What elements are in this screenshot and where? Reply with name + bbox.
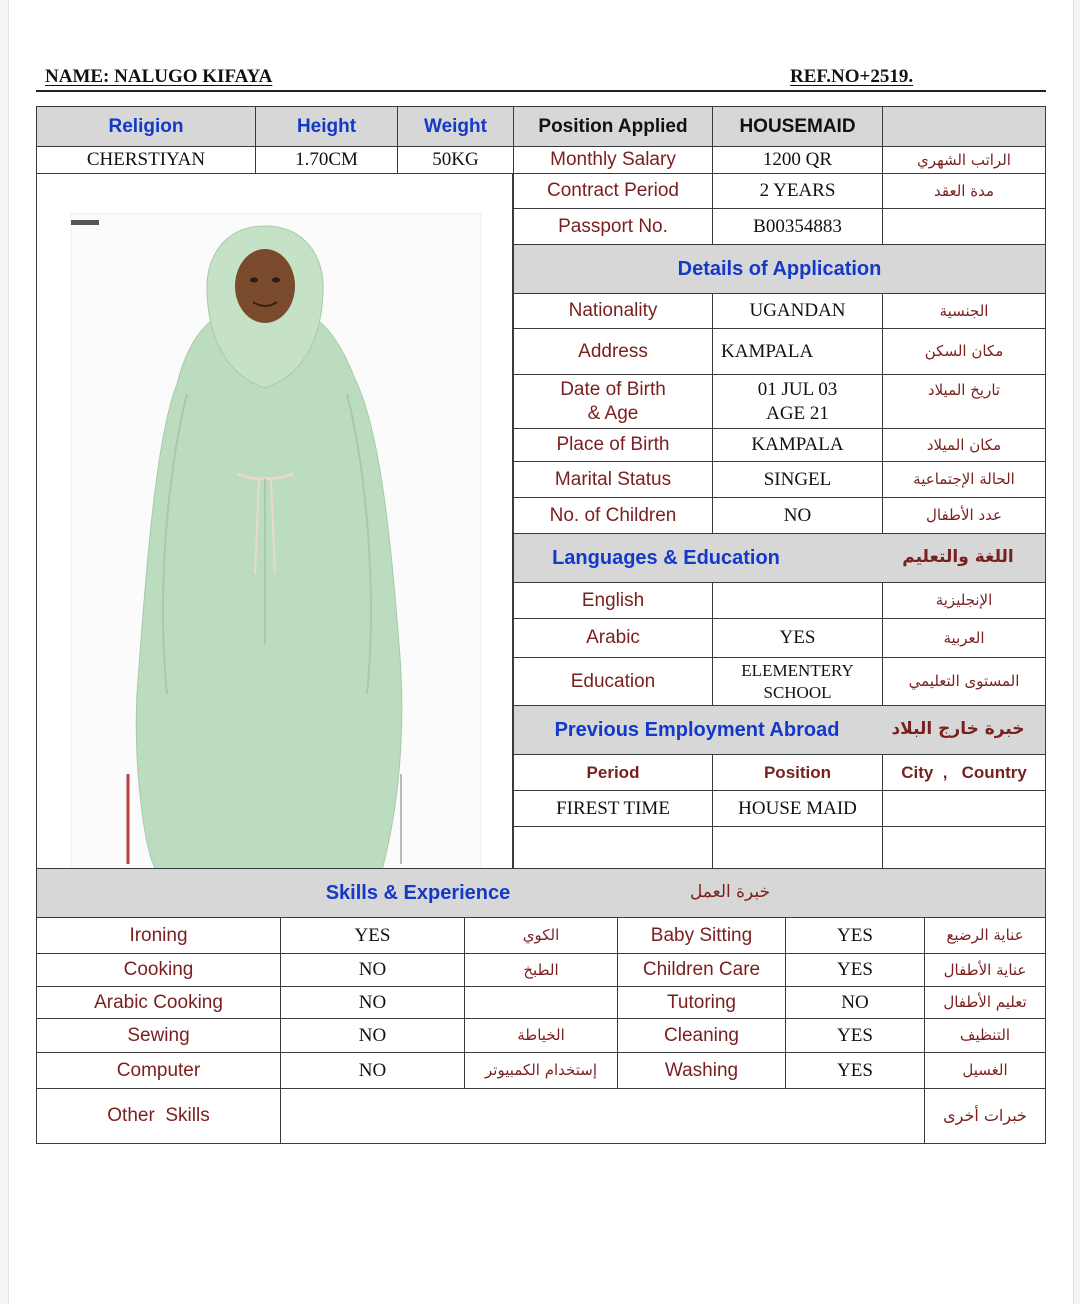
skill-sewing-arabic: الخياطة xyxy=(464,1018,618,1053)
position-applied-value: HOUSEMAID xyxy=(712,106,883,147)
position-applied-label: Position Applied xyxy=(513,106,713,147)
skill-baby-sitting-label: Baby Sitting xyxy=(617,917,786,954)
skill-cooking-arabic: الطبخ xyxy=(464,953,618,987)
position-applied-blank xyxy=(882,106,1046,147)
skill-computer-arabic: إستخدام الكمبيوتر xyxy=(464,1052,618,1089)
arabic-label: Arabic xyxy=(513,618,713,658)
dob-label-line2: & Age xyxy=(587,402,639,424)
contract-period-arabic: مدة العقد xyxy=(882,173,1046,209)
skill-ironing-label: Ironing xyxy=(36,917,281,954)
education-line2: SCHOOL xyxy=(763,682,832,702)
skill-ironing-arabic: الكوي xyxy=(464,917,618,954)
arabic-arabic: العربية xyxy=(882,618,1046,658)
children-value: NO xyxy=(712,497,883,534)
skills-section-arabic: خبرة العمل xyxy=(689,882,771,903)
details-section-title: Details of Application xyxy=(513,244,1046,294)
english-label: English xyxy=(513,582,713,619)
children-arabic: عدد الأطفال xyxy=(882,497,1046,534)
education-line1: ELEMENTERY xyxy=(741,661,854,681)
marital-status-arabic: الحالة الإجتماعية xyxy=(882,461,1046,498)
place-of-birth-value: KAMPALA xyxy=(712,428,883,462)
passport-blank xyxy=(882,208,1046,245)
skill-cooking-label: Cooking xyxy=(36,953,281,987)
place-of-birth-arabic: مكان الميلاد xyxy=(882,428,1046,462)
skill-ironing-value: YES xyxy=(280,917,465,954)
dob-date: 01 JUL 03 xyxy=(757,378,838,400)
employment-section-title: Previous Employment Abroad xyxy=(554,718,840,741)
employment-blank-row xyxy=(712,826,883,869)
employment-blank-row xyxy=(513,826,713,869)
skill-computer-value: NO xyxy=(280,1052,465,1089)
dob-value xyxy=(712,374,883,429)
other-skills-label: Other Skills xyxy=(36,1088,281,1144)
position-header: Position xyxy=(712,754,883,791)
height-label: Height xyxy=(255,106,398,147)
dob-label xyxy=(513,374,713,429)
religion-value: CHERSTIYAN xyxy=(36,146,256,174)
dob-arabic: تاريخ الميلاد xyxy=(882,374,1046,429)
skill-arabic-cooking-label: Arabic Cooking xyxy=(36,986,281,1019)
contract-period-value: 2 YEARS xyxy=(712,173,883,209)
city-country-header: City , Country xyxy=(882,754,1046,791)
weight-value: 50KG xyxy=(397,146,514,174)
skill-tutoring-label: Tutoring xyxy=(617,986,786,1019)
passport-value: B00354883 xyxy=(712,208,883,245)
other-skills-arabic: خبرات أخرى xyxy=(924,1088,1046,1144)
employment-position-value: HOUSE MAID xyxy=(712,790,883,827)
skill-cleaning-arabic: التنظيف xyxy=(924,1018,1046,1053)
skill-cooking-value: NO xyxy=(280,953,465,987)
passport-label: Passport No. xyxy=(513,208,713,245)
nationality-value: UGANDAN xyxy=(712,293,883,329)
skill-children-care-arabic: عناية الأطفال xyxy=(924,953,1046,987)
children-label: No. of Children xyxy=(513,497,713,534)
english-value xyxy=(712,582,883,619)
religion-label: Religion xyxy=(36,106,256,147)
address-value: KAMPALA xyxy=(712,328,883,375)
skill-arabic-cooking-arabic xyxy=(464,986,618,1019)
languages-section-arabic: اللغة والتعليم xyxy=(902,547,1014,568)
skill-tutoring-arabic: تعليم الأطفال xyxy=(924,986,1046,1019)
arabic-value: YES xyxy=(712,618,883,658)
dob-label-line1: Date of Birth xyxy=(560,378,666,400)
skill-washing-value: YES xyxy=(785,1052,925,1089)
skill-sewing-label: Sewing xyxy=(36,1018,281,1053)
skill-baby-sitting-arabic: عناية الرضيع xyxy=(924,917,1046,954)
skill-washing-label: Washing xyxy=(617,1052,786,1089)
employment-blank-row xyxy=(882,826,1046,869)
skill-cleaning-label: Cleaning xyxy=(617,1018,786,1053)
candidate-photo xyxy=(36,173,513,869)
weight-label: Weight xyxy=(397,106,514,147)
skills-section-header xyxy=(36,868,1046,918)
skill-arabic-cooking-value: NO xyxy=(280,986,465,1019)
skill-baby-sitting-value: YES xyxy=(785,917,925,954)
monthly-salary-label: Monthly Salary xyxy=(513,146,713,174)
skill-children-care-value: YES xyxy=(785,953,925,987)
dob-age: AGE 21 xyxy=(766,402,829,424)
monthly-salary-value: 1200 QR xyxy=(712,146,883,174)
english-arabic: الإنجليزية xyxy=(882,582,1046,619)
reference-number: REF.NO+2519. xyxy=(790,66,914,87)
skill-tutoring-value: NO xyxy=(785,986,925,1019)
nationality-label: Nationality xyxy=(513,293,713,329)
header-rule xyxy=(36,90,1046,92)
skill-washing-arabic: الغسيل xyxy=(924,1052,1046,1089)
skill-computer-label: Computer xyxy=(36,1052,281,1089)
place-of-birth-label: Place of Birth xyxy=(513,428,713,462)
candidate-name: NAME: NALUGO KIFAYA xyxy=(45,66,273,87)
other-skills-value xyxy=(280,1088,925,1144)
address-arabic: مكان السكن xyxy=(882,328,1046,375)
marital-status-value: SINGEL xyxy=(712,461,883,498)
employment-section-arabic: خبرة خارج البلاد xyxy=(891,719,1025,740)
education-arabic: المستوى التعليمي xyxy=(882,657,1046,706)
skill-cleaning-value: YES xyxy=(785,1018,925,1053)
skill-children-care-label: Children Care xyxy=(617,953,786,987)
employment-period-value: FIREST TIME xyxy=(513,790,713,827)
period-header: Period xyxy=(513,754,713,791)
nationality-arabic: الجنسية xyxy=(882,293,1046,329)
skill-sewing-value: NO xyxy=(280,1018,465,1053)
photo-figure-icon xyxy=(37,174,513,869)
height-value: 1.70CM xyxy=(255,146,398,174)
skills-section-title: Skills & Experience xyxy=(325,881,511,904)
contract-period-label: Contract Period xyxy=(513,173,713,209)
languages-section-title: Languages & Education xyxy=(552,546,780,569)
employment-city-value xyxy=(882,790,1046,827)
marital-status-label: Marital Status xyxy=(513,461,713,498)
education-value xyxy=(712,657,883,706)
monthly-salary-arabic: الراتب الشهري xyxy=(882,146,1046,174)
education-label: Education xyxy=(513,657,713,706)
address-label: Address xyxy=(513,328,713,375)
